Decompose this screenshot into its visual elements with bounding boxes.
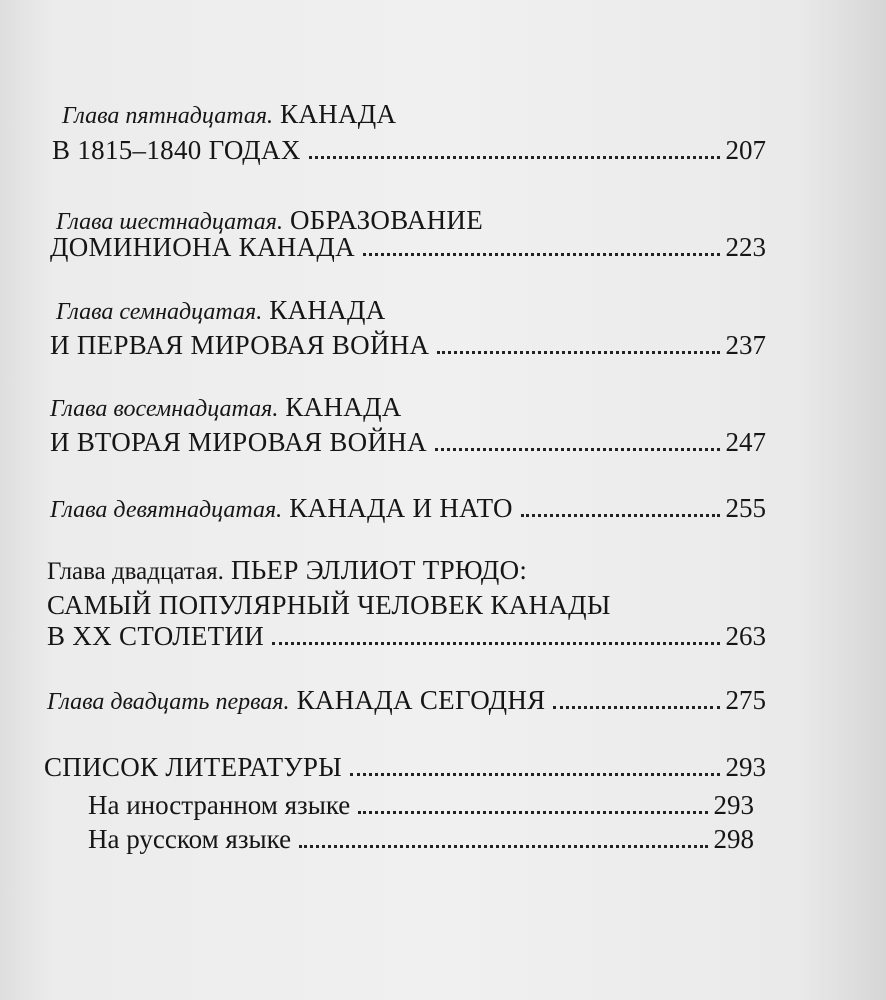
page-number: 207 xyxy=(725,135,766,165)
page-number: 255 xyxy=(725,493,766,523)
subsection-title: На русском языке xyxy=(88,824,292,854)
subsection-title: На иностранном языке xyxy=(88,790,351,820)
chapter-title-line1: КАНАДА СЕГОДНЯ xyxy=(289,685,546,715)
chapter-label: Глава пятнадцатая. xyxy=(62,103,273,129)
chapter-title-line2: И ПЕРВАЯ МИРОВАЯ ВОЙНА xyxy=(50,330,430,360)
chapter-title-line2: САМЫЙ ПОПУЛЯРНЫЙ ЧЕЛОВЕК КАНАДЫ xyxy=(47,590,611,620)
page-number: 223 xyxy=(725,232,766,262)
leader-dots xyxy=(553,706,719,709)
leader-dots xyxy=(309,156,720,159)
page-number: 247 xyxy=(725,427,766,457)
chapter-label: Глава семнадцатая. xyxy=(56,299,263,325)
leader-dots xyxy=(435,448,720,451)
chapter-title-line2: В 1815–1840 ГОДАХ xyxy=(52,135,301,165)
chapter-label: Глава двадцатая. xyxy=(47,558,224,585)
bibliography-title: СПИСОК ЛИТЕРАТУРЫ xyxy=(44,752,343,782)
chapter-label: Глава восемнадцатая. xyxy=(50,396,279,422)
page-number: 293 xyxy=(713,790,754,820)
leader-dots xyxy=(358,811,707,814)
chapter-title-line1: КАНАДА xyxy=(262,295,386,325)
chapter-title-line2: И ВТОРАЯ МИРОВАЯ ВОЙНА xyxy=(50,427,427,457)
chapter-title-line1: КАНАДА xyxy=(273,99,397,129)
chapter-title-line1: ОБРАЗОВАНИЕ xyxy=(282,205,484,235)
page-number: 237 xyxy=(725,330,766,360)
chapter-label: Глава шестнадцатая. xyxy=(56,209,283,235)
page-number: 275 xyxy=(725,685,766,715)
page-number: 293 xyxy=(725,752,766,782)
leader-dots xyxy=(521,514,720,517)
chapter-title-line1: КАНАДА xyxy=(278,392,402,422)
chapter-title-line3: В XX СТОЛЕТИИ xyxy=(47,621,264,651)
chapter-label: Глава двадцать первая. xyxy=(47,689,290,715)
leader-dots xyxy=(437,351,719,354)
chapter-label: Глава девятнадцатая. xyxy=(50,497,283,523)
leader-dots xyxy=(272,642,720,645)
chapter-title-line2: ДОМИНИОНА КАНАДА xyxy=(50,232,355,262)
leader-dots xyxy=(350,773,719,776)
chapter-title-line1: ПЬЕР ЭЛЛИОТ ТРЮДО: xyxy=(223,555,528,585)
page-number: 298 xyxy=(713,824,754,854)
leader-dots xyxy=(299,845,707,848)
chapter-title-line1: КАНАДА И НАТО xyxy=(282,493,513,523)
leader-dots xyxy=(363,253,720,256)
page-number: 263 xyxy=(725,621,766,651)
